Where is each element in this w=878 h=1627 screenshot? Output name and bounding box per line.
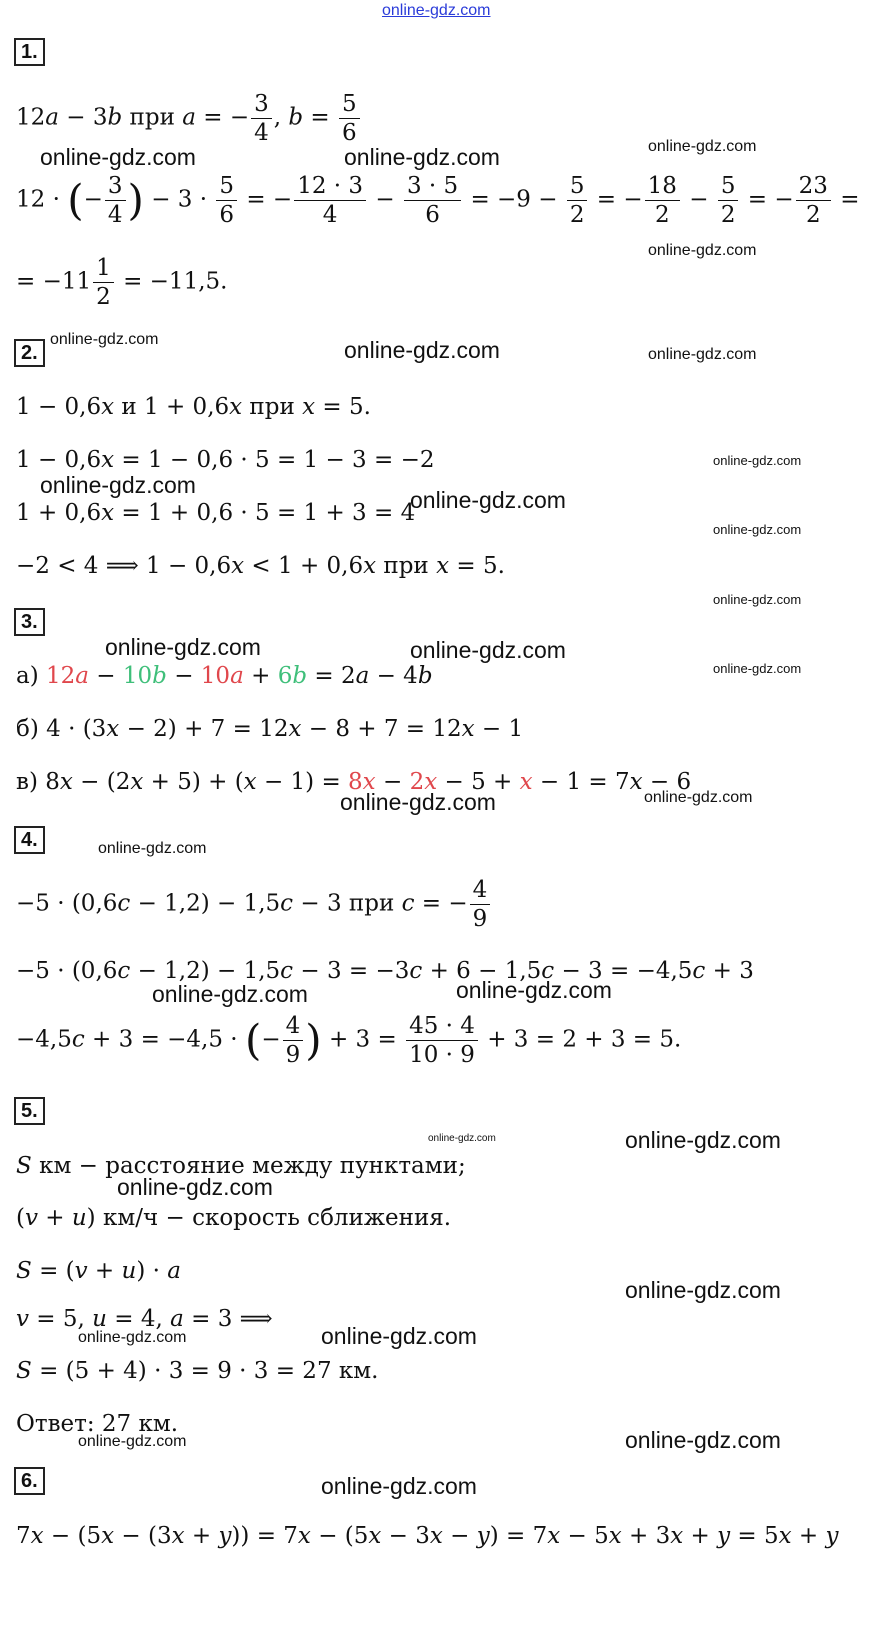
watermark: online-gdz.com [40,472,196,498]
task-1-number: 1. [14,38,45,66]
watermark: online-gdz.com [428,1133,496,1144]
watermark: online-gdz.com [152,981,308,1007]
task-5-line-5: 𝑆 = (5 + 4) · 3 = 9 · 3 = 27 км. [16,1358,379,1384]
watermark: online-gdz.com [117,1174,273,1200]
watermark: online-gdz.com [410,637,566,663]
watermark: online-gdz.com [410,487,566,513]
watermark: online-gdz.com [78,1329,187,1346]
task-3-line-b: б) 4 · (3𝑥 − 2) + 7 = 12𝑥 − 8 + 7 = 12𝑥 − 1 [16,716,524,742]
watermark: online-gdz.com [344,144,500,170]
watermark: online-gdz.com [648,138,757,155]
watermark: online-gdz.com [40,144,196,170]
task-2-number: 2. [14,339,45,367]
task-4-condition: −5 · (0,6𝑐 − 1,2) − 1,5𝑐 − 3 при 𝑐 = − $\frac{4}{9}$ [16,876,492,933]
watermark: online-gdz.com [625,1427,781,1453]
task-5-line-4: 𝑣 = 5, 𝑢 = 4, 𝑎 = 3 ⟹ [16,1306,273,1332]
task-1-solution-line-1: 12 · (− $\frac{3}{4}$ ) − 3 · $\frac{5}{6}$ = − $\frac{12 \cdot 3}{4}$ − $\frac{3 \cdot 5}{6}$ = −9 − $\frac{5}{2}$ = − $\frac{18}{2}$ − $\frac{5}{2}$ = − $\frac{23}{2}$ = [16,173,860,228]
watermark: online-gdz.com [644,789,753,806]
task-4-number: 4. [14,826,45,854]
task-2-line-2: 1 + 0,6𝑥 = 1 + 0,6 · 5 = 1 + 3 = 4 [16,500,416,526]
watermark: online-gdz.com [344,337,500,363]
task-6-number: 6. [14,1467,45,1495]
task-3-number: 3. [14,608,45,636]
watermark: online-gdz.com [648,346,757,363]
watermark: online-gdz.com [625,1277,781,1303]
task-3-line-c: в) 8𝑥 − (2𝑥 + 5) + (𝑥 − 1) = 8𝑥 − 2𝑥 − 5 + 𝑥 − 1 = 7𝑥 − 6 [16,769,692,795]
task-5-number: 5. [14,1097,45,1125]
watermark: online-gdz.com [713,522,802,537]
watermark: online-gdz.com [105,634,261,660]
watermark: online-gdz.com [98,840,207,857]
task-1-solution-line-2: = −11 $\frac{1}{2}$ = −11,5. [16,255,228,310]
site-link[interactable]: online-gdz.com [382,2,491,19]
watermark: online-gdz.com [321,1323,477,1349]
watermark: online-gdz.com [321,1473,477,1499]
task-2-line-1: 1 − 0,6𝑥 = 1 − 0,6 · 5 = 1 − 3 = −2 [16,447,435,473]
task-4-line-2: −4,5𝑐 + 3 = −4,5 · (− $\frac{4}{9}$ ) + 3 = $\frac{45 \cdot 4}{10 \cdot 9}$ + 3 = 2 + 3 = 5. [16,1013,682,1068]
task-2-conclusion: −2 < 4 ⟹ 1 − 0,6𝑥 < 1 + 0,6𝑥 при 𝑥 = 5. [16,553,505,579]
watermark: online-gdz.com [713,661,802,676]
watermark: online-gdz.com [340,789,496,815]
watermark: online-gdz.com [456,977,612,1003]
task-2-condition: 1 − 0,6𝑥 и 1 + 0,6𝑥 при 𝑥 = 5. [16,394,371,420]
watermark: online-gdz.com [50,331,159,348]
task-5-line-3: 𝑆 = (𝑣 + 𝑢) · 𝑎 [16,1258,181,1284]
task-5-line-2: (𝑣 + 𝑢) км/ч − скорость сближения. [16,1205,452,1231]
watermark: online-gdz.com [713,453,802,468]
task-3-line-a: а) 12𝑎 − 10𝑏 − 10𝑎 + 6𝑏 = 2𝑎 − 4𝑏 [16,663,433,689]
task-6-line: 7𝑥 − (5𝑥 − (3𝑥 + 𝑦)) = 7𝑥 − (5𝑥 − 3𝑥 − 𝑦) = 7𝑥 − 5𝑥 + 3𝑥 + 𝑦 = 5𝑥 + 𝑦 [16,1523,839,1549]
task-5-answer: Ответ: 27 км. [16,1411,179,1437]
task-5-line-1: 𝑆 км − расстояние между пунктами; [16,1153,466,1179]
watermark: online-gdz.com [713,592,802,607]
task-4-line-1: −5 · (0,6𝑐 − 1,2) − 1,5𝑐 − 3 = −3𝑐 + 6 − 1,5𝑐 − 3 = −4,5𝑐 + 3 [16,958,754,984]
watermark: online-gdz.com [648,242,757,259]
watermark: online-gdz.com [78,1433,187,1450]
task-1-condition: 12𝑎 − 3𝑏 при 𝑎 = − $\frac{3}{4}$ , 𝑏 = $\frac{5}{6}$ [16,90,362,147]
watermark: online-gdz.com [625,1127,781,1153]
